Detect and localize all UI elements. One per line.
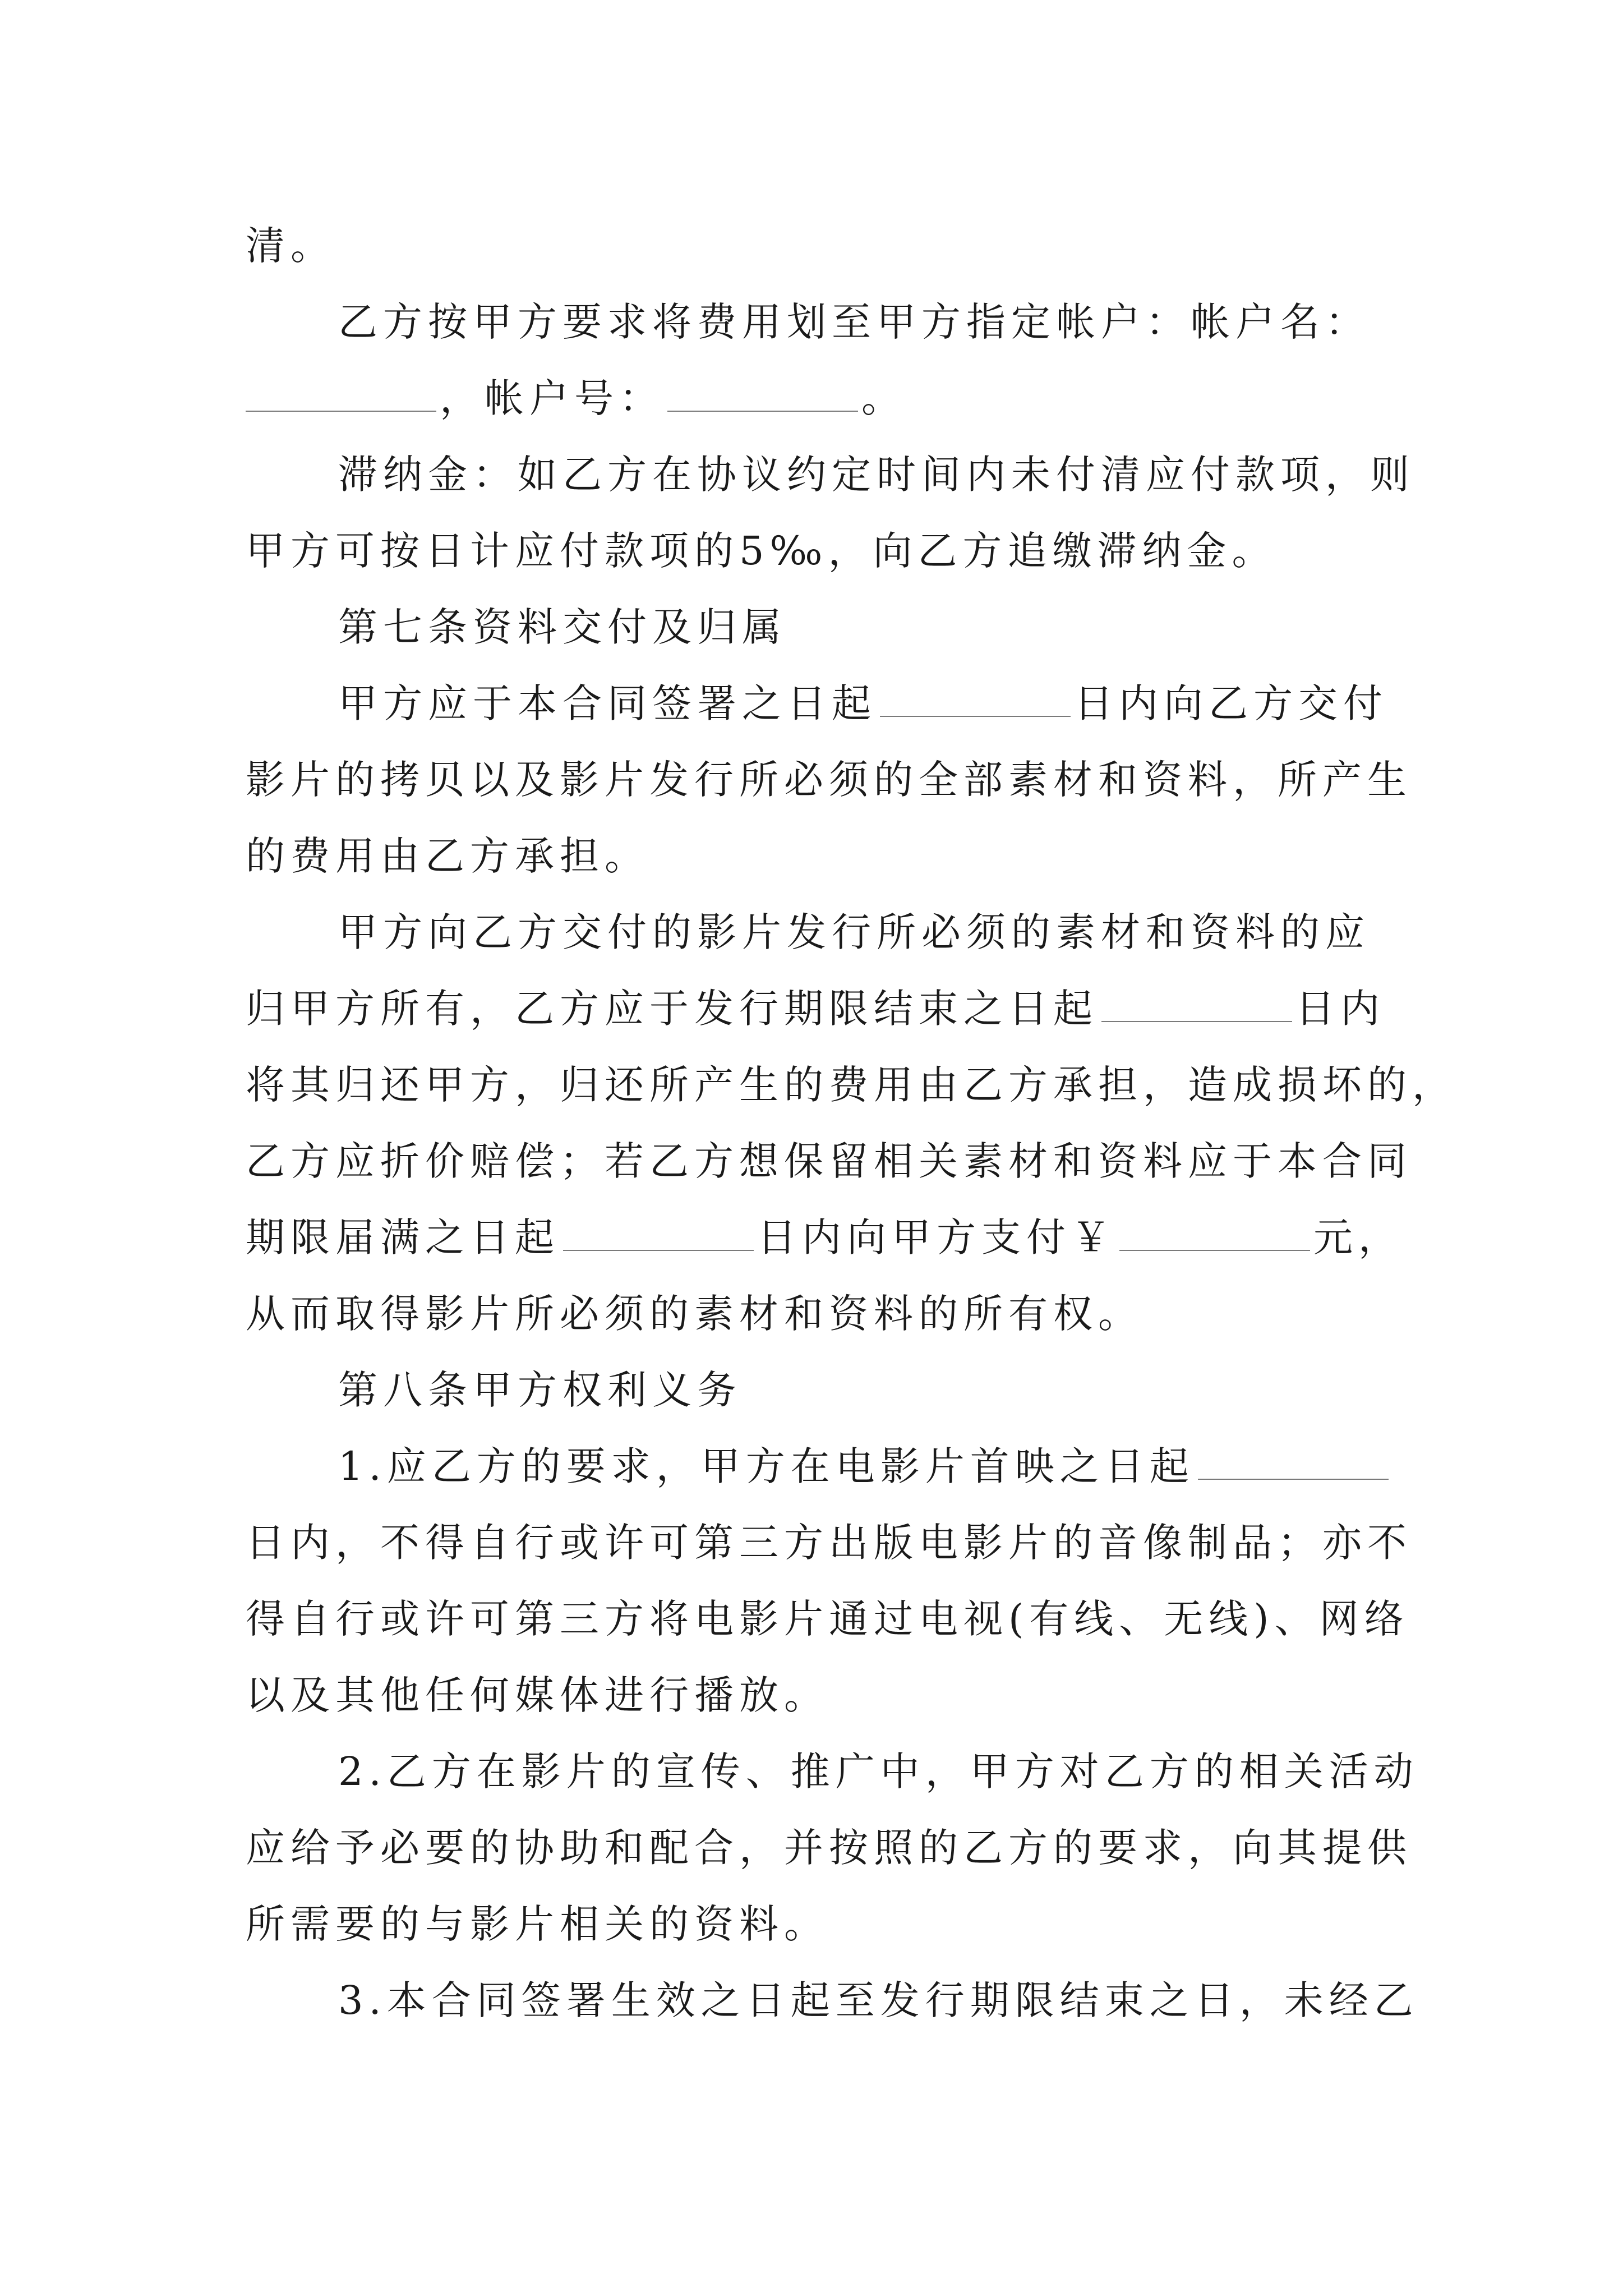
line-text: 将其归还甲方，归还所产生的费用由乙方承担，造成损坏的， bbox=[246, 1062, 1457, 1108]
text-line bbox=[246, 1820, 1412, 1876]
section-heading bbox=[338, 1362, 742, 1418]
text-line bbox=[246, 1209, 1403, 1266]
line-text: 应给予必要的协助和配合，并按照的乙方的要求，向其提供 bbox=[246, 1825, 1412, 1871]
fill-in-blank[interactable] bbox=[1101, 987, 1292, 1022]
line-text: 3.本合同签署生效之日起至发行期限结束之日，未经乙 bbox=[338, 1977, 1419, 2023]
text-line bbox=[246, 1896, 829, 1952]
line-text: 清。 bbox=[246, 223, 335, 269]
text-line bbox=[338, 904, 1370, 960]
text-line bbox=[246, 1667, 829, 1723]
fill-in-blank[interactable] bbox=[1119, 1216, 1310, 1251]
line-text: 甲方向乙方交付的影片发行所必须的素材和资料的应 bbox=[338, 909, 1370, 955]
line-text: 元， bbox=[1313, 1214, 1403, 1260]
line-text: 第七条资料交付及归属 bbox=[338, 604, 787, 650]
text-line bbox=[338, 1743, 1419, 1800]
line-text: 期限届满之日起 bbox=[246, 1214, 560, 1260]
text-line bbox=[246, 218, 335, 274]
text-line bbox=[246, 370, 906, 426]
text-line bbox=[246, 523, 1276, 579]
text-line bbox=[246, 1591, 1409, 1647]
text-line bbox=[338, 1972, 1419, 2028]
text-line bbox=[246, 1133, 1412, 1189]
fill-in-blank[interactable] bbox=[1198, 1445, 1389, 1480]
line-text: 得自行或许可第三方将电影片通过电视(有线、无线)、网络 bbox=[246, 1596, 1409, 1642]
text-line bbox=[246, 828, 649, 884]
line-text: 。 bbox=[861, 375, 906, 421]
line-text: 日内向甲方支付￥ bbox=[757, 1214, 1116, 1260]
line-text: 乙方按甲方要求将费用划至甲方指定帐户：帐户名： bbox=[338, 299, 1370, 345]
line-text: 从而取得影片所必须的素材和资料的所有权。 bbox=[246, 1291, 1143, 1337]
text-line bbox=[246, 981, 1385, 1037]
text-line bbox=[338, 1438, 1392, 1494]
line-text: 日内，不得自行或许可第三方出版电影片的音像制品；亦不 bbox=[246, 1520, 1412, 1566]
text-line bbox=[338, 675, 1388, 731]
line-text: 甲方应于本合同签署之日起 bbox=[338, 680, 877, 726]
line-text: 日内 bbox=[1295, 986, 1385, 1032]
line-text: 影片的拷贝以及影片发行所必须的全部素材和资料，所产生 bbox=[246, 757, 1412, 803]
line-text: ，帐户号： bbox=[440, 375, 664, 421]
fill-in-blank[interactable] bbox=[246, 377, 436, 412]
line-text: 以及其他任何媒体进行播放。 bbox=[246, 1672, 829, 1718]
line-text: 滞纳金：如乙方在协议约定时间内未付清应付款项，则 bbox=[338, 452, 1415, 498]
text-line bbox=[246, 1515, 1412, 1571]
text-line bbox=[246, 752, 1412, 808]
text-line bbox=[246, 1286, 1143, 1342]
line-text: 2.乙方在影片的宣传、推广中，甲方对乙方的相关活动 bbox=[338, 1749, 1419, 1795]
line-text: 甲方可按日计应付款项的5‰，向乙方追缴滞纳金。 bbox=[246, 528, 1277, 574]
section-heading bbox=[338, 599, 787, 655]
text-line bbox=[338, 447, 1415, 503]
line-text: 日内向乙方交付 bbox=[1074, 680, 1388, 726]
line-text: 第八条甲方权利义务 bbox=[338, 1367, 742, 1413]
line-text: 归甲方所有，乙方应于发行期限结束之日起 bbox=[246, 986, 1098, 1032]
line-text: 所需要的与影片相关的资料。 bbox=[246, 1901, 829, 1947]
text-line bbox=[338, 294, 1370, 350]
fill-in-blank[interactable] bbox=[667, 377, 858, 412]
line-text: 1.应乙方的要求，甲方在电影片首映之日起 bbox=[338, 1443, 1195, 1489]
line-text: 乙方应折价赔偿；若乙方想保留相关素材和资料应于本合同 bbox=[246, 1138, 1412, 1184]
line-text: 的费用由乙方承担。 bbox=[246, 833, 649, 879]
text-line bbox=[246, 1057, 1457, 1113]
fill-in-blank[interactable] bbox=[563, 1216, 754, 1251]
fill-in-blank[interactable] bbox=[880, 682, 1071, 717]
